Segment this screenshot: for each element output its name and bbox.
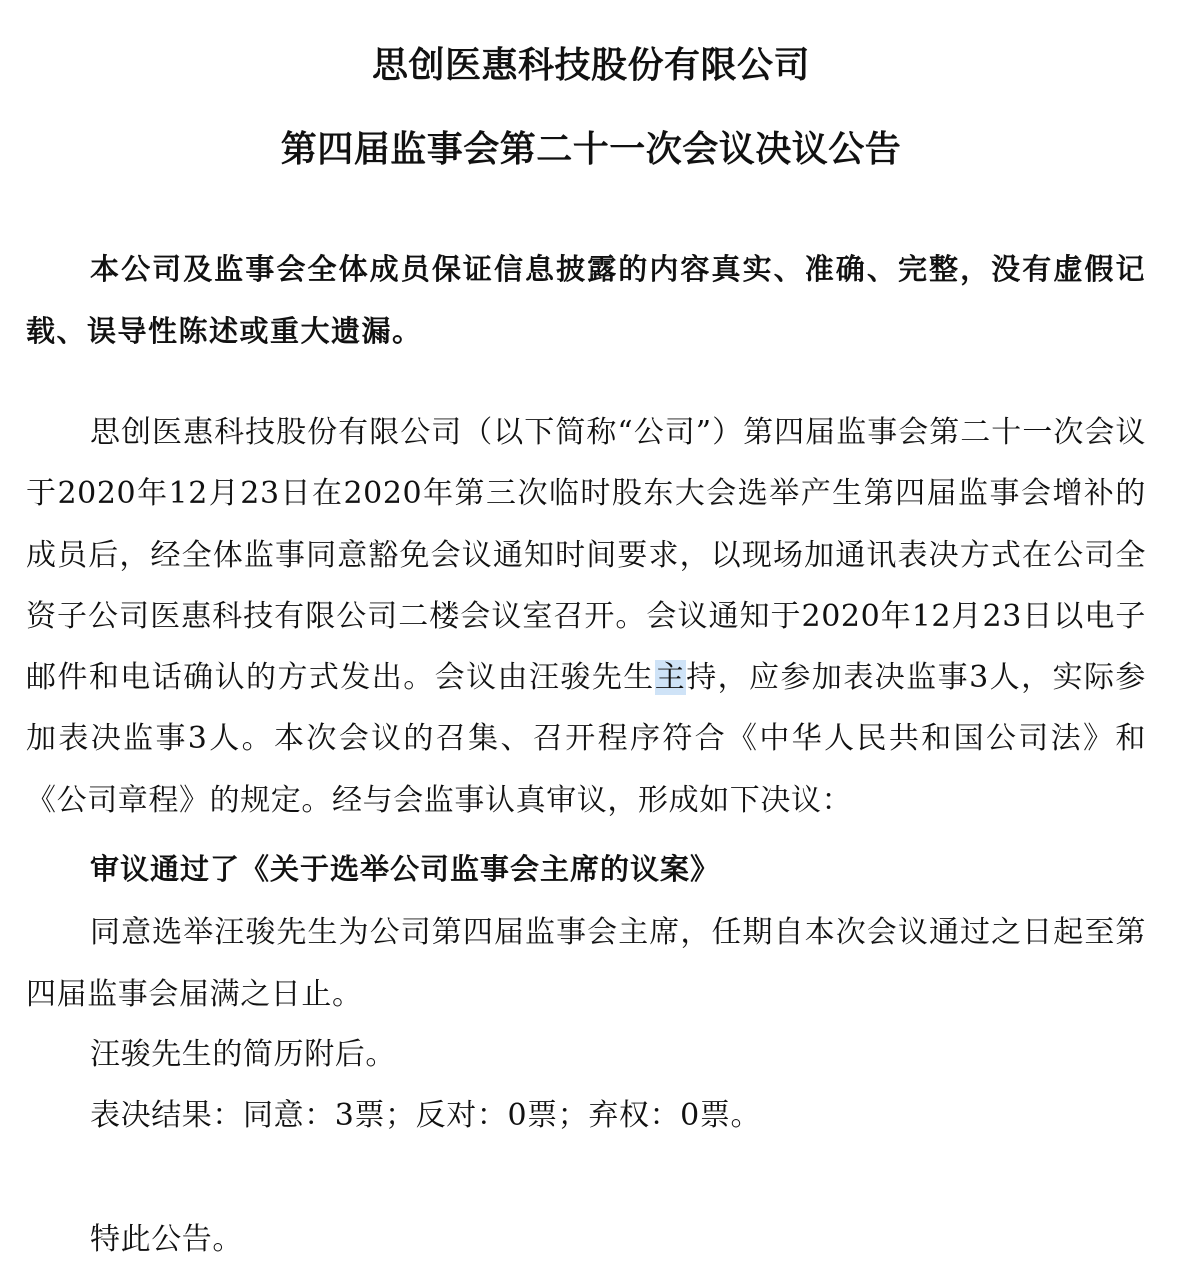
- announcement-title: 第四届监事会第二十一次会议决议公告: [280, 129, 902, 170]
- resume-note: 汪骏先生的简历附后。: [90, 1037, 396, 1072]
- closing-statement: 特此公告。: [90, 1222, 243, 1257]
- motion-heading: 审议通过了《关于选举公司监事会主席的议案》: [90, 852, 721, 886]
- selected-text-highlight: 主: [654, 660, 687, 696]
- meeting-description-text-rest: 持，应参加表决监事3人，实际参加表决监事3人。本次会议的召集、召开程序符合《中华人民共和国公司法》和《公司章程》的规定。经与会监事认真审议，形成如下决议：: [26, 660, 1146, 818]
- disclosure-notice: 本公司及监事会全体成员保证信息披露的内容真实、准确、完整，没有虚假记载、误导性陈述或重大遗漏。: [26, 252, 1146, 348]
- meeting-description: [26, 402, 1146, 831]
- decision-text: 同意选举汪骏先生为公司第四届监事会主席，任期自本次会议通过之日起至第四届监事会届满之日止。: [26, 915, 1146, 1012]
- vote-result: 表决结果：同意：3票；反对：0票；弃权：0票。: [90, 1098, 762, 1133]
- meeting-description-text: 思创医惠科技股份有限公司（以下简称“公司”）第四届监事会第二十一次会议于2020年12月23日在2020年第三次临时股东大会选举产生第四届监事会增补的成员后，经全体监事同意豁免会议通知时间要求，以现场加通讯表决方式在公司全资子公司医惠科技有限公司二楼会议室召开。会议通知于2020年12月23日以电子邮件和电话确认的方式发出。会议由汪骏先生: [26, 415, 1146, 696]
- company-title: 思创医惠科技股份有限公司: [371, 45, 810, 86]
